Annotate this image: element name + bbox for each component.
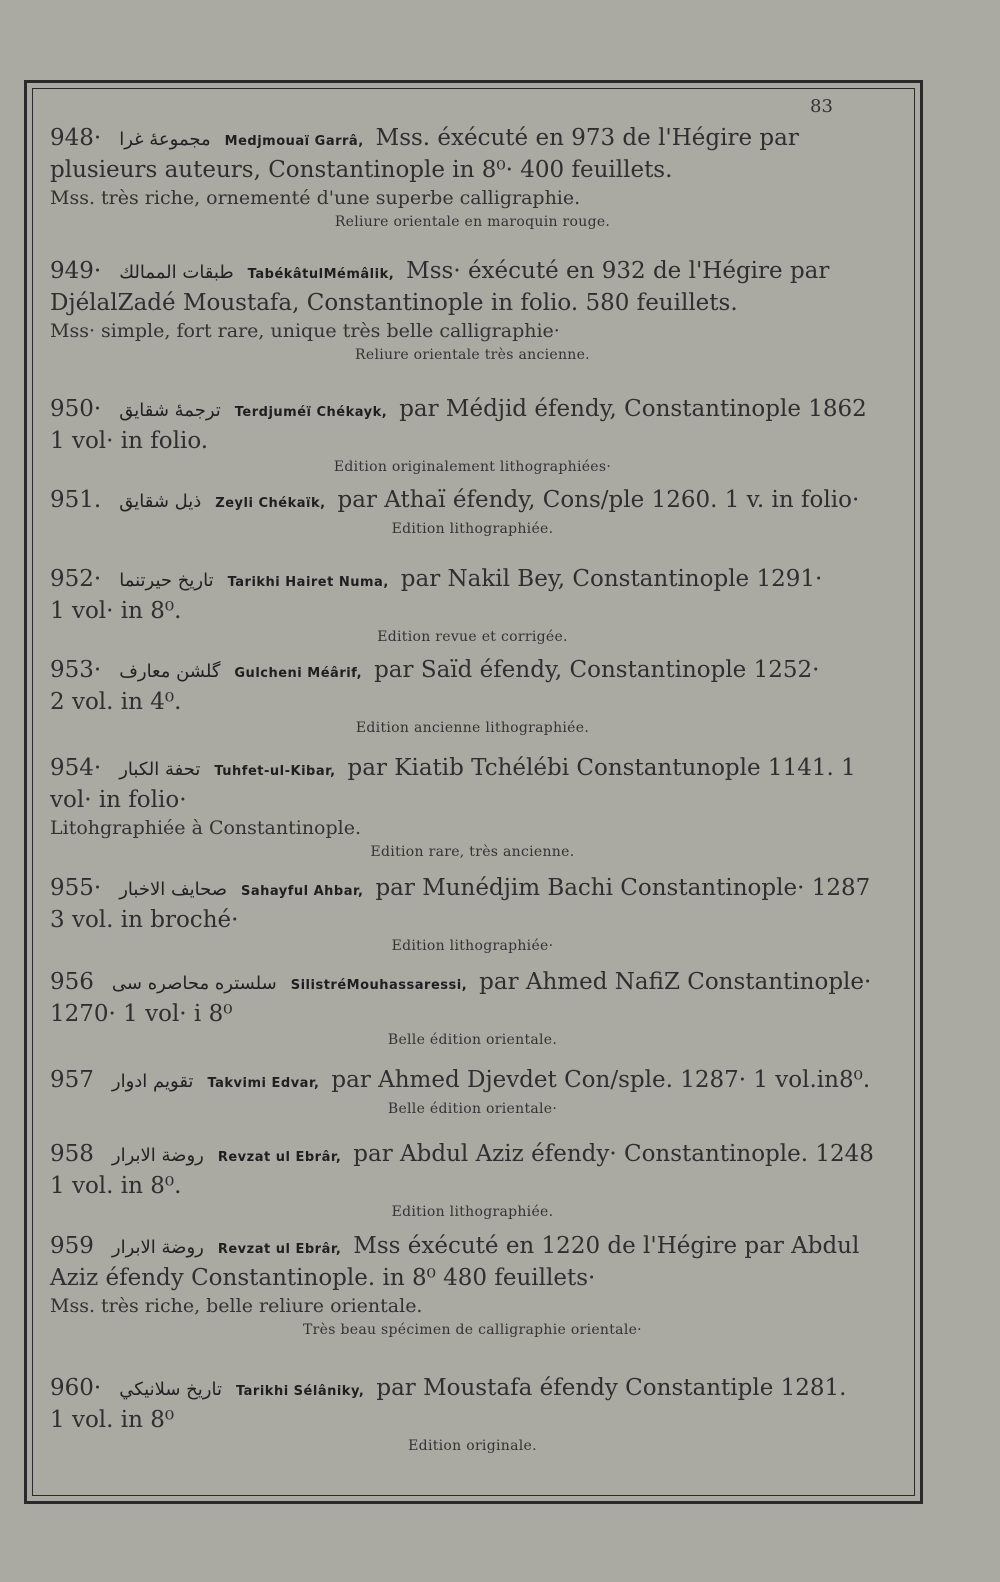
transliterated-title: Medjmouaï Garrâ, [224, 134, 364, 149]
entry-number: 954· [50, 755, 102, 781]
catalog-entry-958 [50, 1140, 895, 1223]
transliterated-title: Takvimi Edvar, [207, 1076, 320, 1091]
entry-continuation: vol· in folio· [50, 787, 187, 813]
catalog-entry-951 [50, 486, 895, 540]
entry-description: par Moustafa éfendy Constantiple 1281. [376, 1375, 847, 1401]
transliterated-title: Gulcheni Méârif, [234, 666, 363, 681]
catalog-entry-959 [50, 1232, 895, 1341]
entry-edition-note: Edition ancienne lithographiée. [355, 720, 590, 736]
entry-heading [50, 1066, 895, 1098]
entry-number: 948· [50, 125, 102, 151]
entry-continuation: 1 vol. in 8⁰ [50, 1407, 175, 1433]
arabic-title: تاريخ حيرتنما [119, 570, 214, 591]
entry-heading [50, 395, 895, 427]
entry-continuation: 1 vol. in 8⁰. [50, 1173, 182, 1199]
catalog-entry-953 [50, 656, 895, 739]
entry-description: Mss éxécuté en 1220 de l'Hégire par Abdul [353, 1233, 860, 1259]
entry-description: par Saïd éfendy, Constantinople 1252· [374, 657, 820, 683]
catalog-entry-956 [50, 968, 895, 1051]
transliterated-title: Terdjuméï Chékayk, [234, 405, 388, 420]
entry-number: 958 [50, 1141, 94, 1167]
catalog-entry-952 [50, 565, 895, 648]
arabic-title: روضة الابرار [111, 1145, 204, 1166]
entry-description: par Ahmed Djevdet Con/sple. 1287· 1 vol.in8⁰. [331, 1067, 871, 1093]
entry-edition-note: Edition originale. [408, 1438, 537, 1454]
entry-heading [50, 874, 895, 906]
arabic-title: گلشن معارف [119, 661, 221, 682]
entry-description: par Munédjim Bachi Constantinople· 1287 [375, 875, 871, 901]
entry-description: par Nakil Bey, Constantinople 1291· [400, 566, 823, 592]
arabic-title: مجموعهٔ غرا [119, 129, 211, 150]
entry-description: par Abdul Aziz éfendy· Constantinople. 1248 [353, 1141, 874, 1167]
catalog-entry-948 [50, 124, 895, 233]
entry-heading [50, 1140, 895, 1172]
entry-continuation: DjélalZadé Moustafa, Constantinople in folio. 580 feuillets. [50, 290, 738, 316]
entry-heading [50, 486, 895, 518]
entry-edition-note: Edition lithographiée. [391, 521, 554, 537]
transliterated-title: Tuhfet-ul-Kibar, [214, 764, 336, 779]
entry-edition-note: Reliure orientale très ancienne. [355, 347, 590, 363]
entry-number: 949· [50, 258, 102, 284]
transliterated-title: Tarikhi Sélâniky, [235, 1384, 365, 1399]
entry-heading [50, 257, 895, 289]
entry-continuation: 1 vol· in 8⁰. [50, 598, 182, 624]
arabic-title: تقويم ادوار [111, 1071, 194, 1092]
entry-heading [50, 968, 895, 1000]
entry-number: 951. [50, 487, 102, 513]
entry-edition-note: Edition revue et corrigée. [377, 629, 568, 645]
entry-number: 952· [50, 566, 102, 592]
entry-heading [50, 656, 895, 688]
catalog-entry-955 [50, 874, 895, 957]
transliterated-title: SilistréMouhassaressi, [290, 978, 468, 993]
entry-heading [50, 1232, 895, 1264]
entry-note: Litohgraphiée à Constantinople. [50, 817, 362, 839]
entry-description: par Kiatib Tchélébi Constantunople 1141. 1 [347, 755, 856, 781]
catalog-entry-954 [50, 754, 895, 863]
entry-edition-note: Reliure orientale en maroquin rouge. [334, 214, 611, 230]
entry-note: Mss. très riche, ornementé d'une superbe calligraphie. [50, 187, 581, 209]
entry-edition-note: Très beau spécimen de calligraphie orientale· [303, 1322, 642, 1338]
entry-edition-note: Edition lithographiée. [391, 1204, 554, 1220]
page-number: 83 [810, 96, 833, 117]
entry-description: Mss· éxécuté en 932 de l'Hégire par [406, 258, 830, 284]
entry-edition-note: Edition originalement lithographiées· [333, 459, 612, 475]
arabic-title: سلستره محاصره سی [111, 973, 277, 994]
entry-heading [50, 565, 895, 597]
catalog-entry-949 [50, 257, 895, 366]
transliterated-title: Sahayful Ahbar, [240, 884, 364, 899]
arabic-title: طبقات الممالك [119, 262, 234, 283]
entry-description: par Ahmed NafiZ Constantinople· [479, 969, 872, 995]
entry-heading [50, 1374, 895, 1406]
arabic-title: ترجمهٔ شقايق [119, 400, 221, 421]
catalog-entry-957 [50, 1066, 895, 1120]
arabic-title: صحايف الاخبار [119, 879, 227, 900]
entry-description: par Athaï éfendy, Cons/ple 1260. 1 v. in folio· [337, 487, 860, 513]
entry-edition-note: Edition lithographiée· [391, 938, 554, 954]
entry-number: 955· [50, 875, 102, 901]
entry-number: 957 [50, 1067, 94, 1093]
catalog-entry-960 [50, 1374, 895, 1457]
entry-description: Mss. éxécuté en 973 de l'Hégire par [375, 125, 799, 151]
transliterated-title: Revzat ul Ebrâr, [217, 1242, 342, 1257]
transliterated-title: Revzat ul Ebrâr, [217, 1150, 342, 1165]
entry-edition-note: Belle édition orientale· [387, 1101, 558, 1117]
catalog-entry-950 [50, 395, 895, 478]
entry-number: 953· [50, 657, 102, 683]
entry-continuation: 3 vol. in broché· [50, 907, 239, 933]
entry-number: 960· [50, 1375, 102, 1401]
entry-continuation: 2 vol. in 4⁰. [50, 689, 182, 715]
entry-note: Mss. très riche, belle reliure orientale. [50, 1295, 423, 1317]
transliterated-title: Tarikhi Hairet Numa, [227, 575, 389, 590]
entry-note: Mss· simple, fort rare, unique très belle calligraphie· [50, 320, 560, 342]
entry-edition-note: Edition rare, très ancienne. [370, 844, 575, 860]
entry-number: 956 [50, 969, 94, 995]
entry-number: 950· [50, 396, 102, 422]
entry-continuation: Aziz éfendy Constantinople. in 8⁰ 480 feuillets· [50, 1265, 596, 1291]
arabic-title: تاريخ سلانيكي [119, 1379, 222, 1400]
entry-heading [50, 124, 895, 156]
entry-number: 959 [50, 1233, 94, 1259]
arabic-title: ذيل شقايق [119, 491, 202, 512]
arabic-title: تحفة الكبار [119, 759, 201, 780]
transliterated-title: TabékâtulMémâlik, [247, 267, 395, 282]
entry-continuation: plusieurs auteurs, Constantinople in 8⁰· 400 feuillets. [50, 157, 673, 183]
arabic-title: روضة الابرار [111, 1237, 204, 1258]
entry-edition-note: Belle édition orientale. [387, 1032, 558, 1048]
transliterated-title: Zeyli Chékaïk, [215, 496, 326, 511]
entry-heading [50, 754, 895, 786]
entry-description: par Médjid éfendy, Constantinople 1862 [399, 396, 867, 422]
entry-continuation: 1 vol· in folio. [50, 428, 209, 454]
entry-continuation: 1270· 1 vol· i 8⁰ [50, 1001, 233, 1027]
